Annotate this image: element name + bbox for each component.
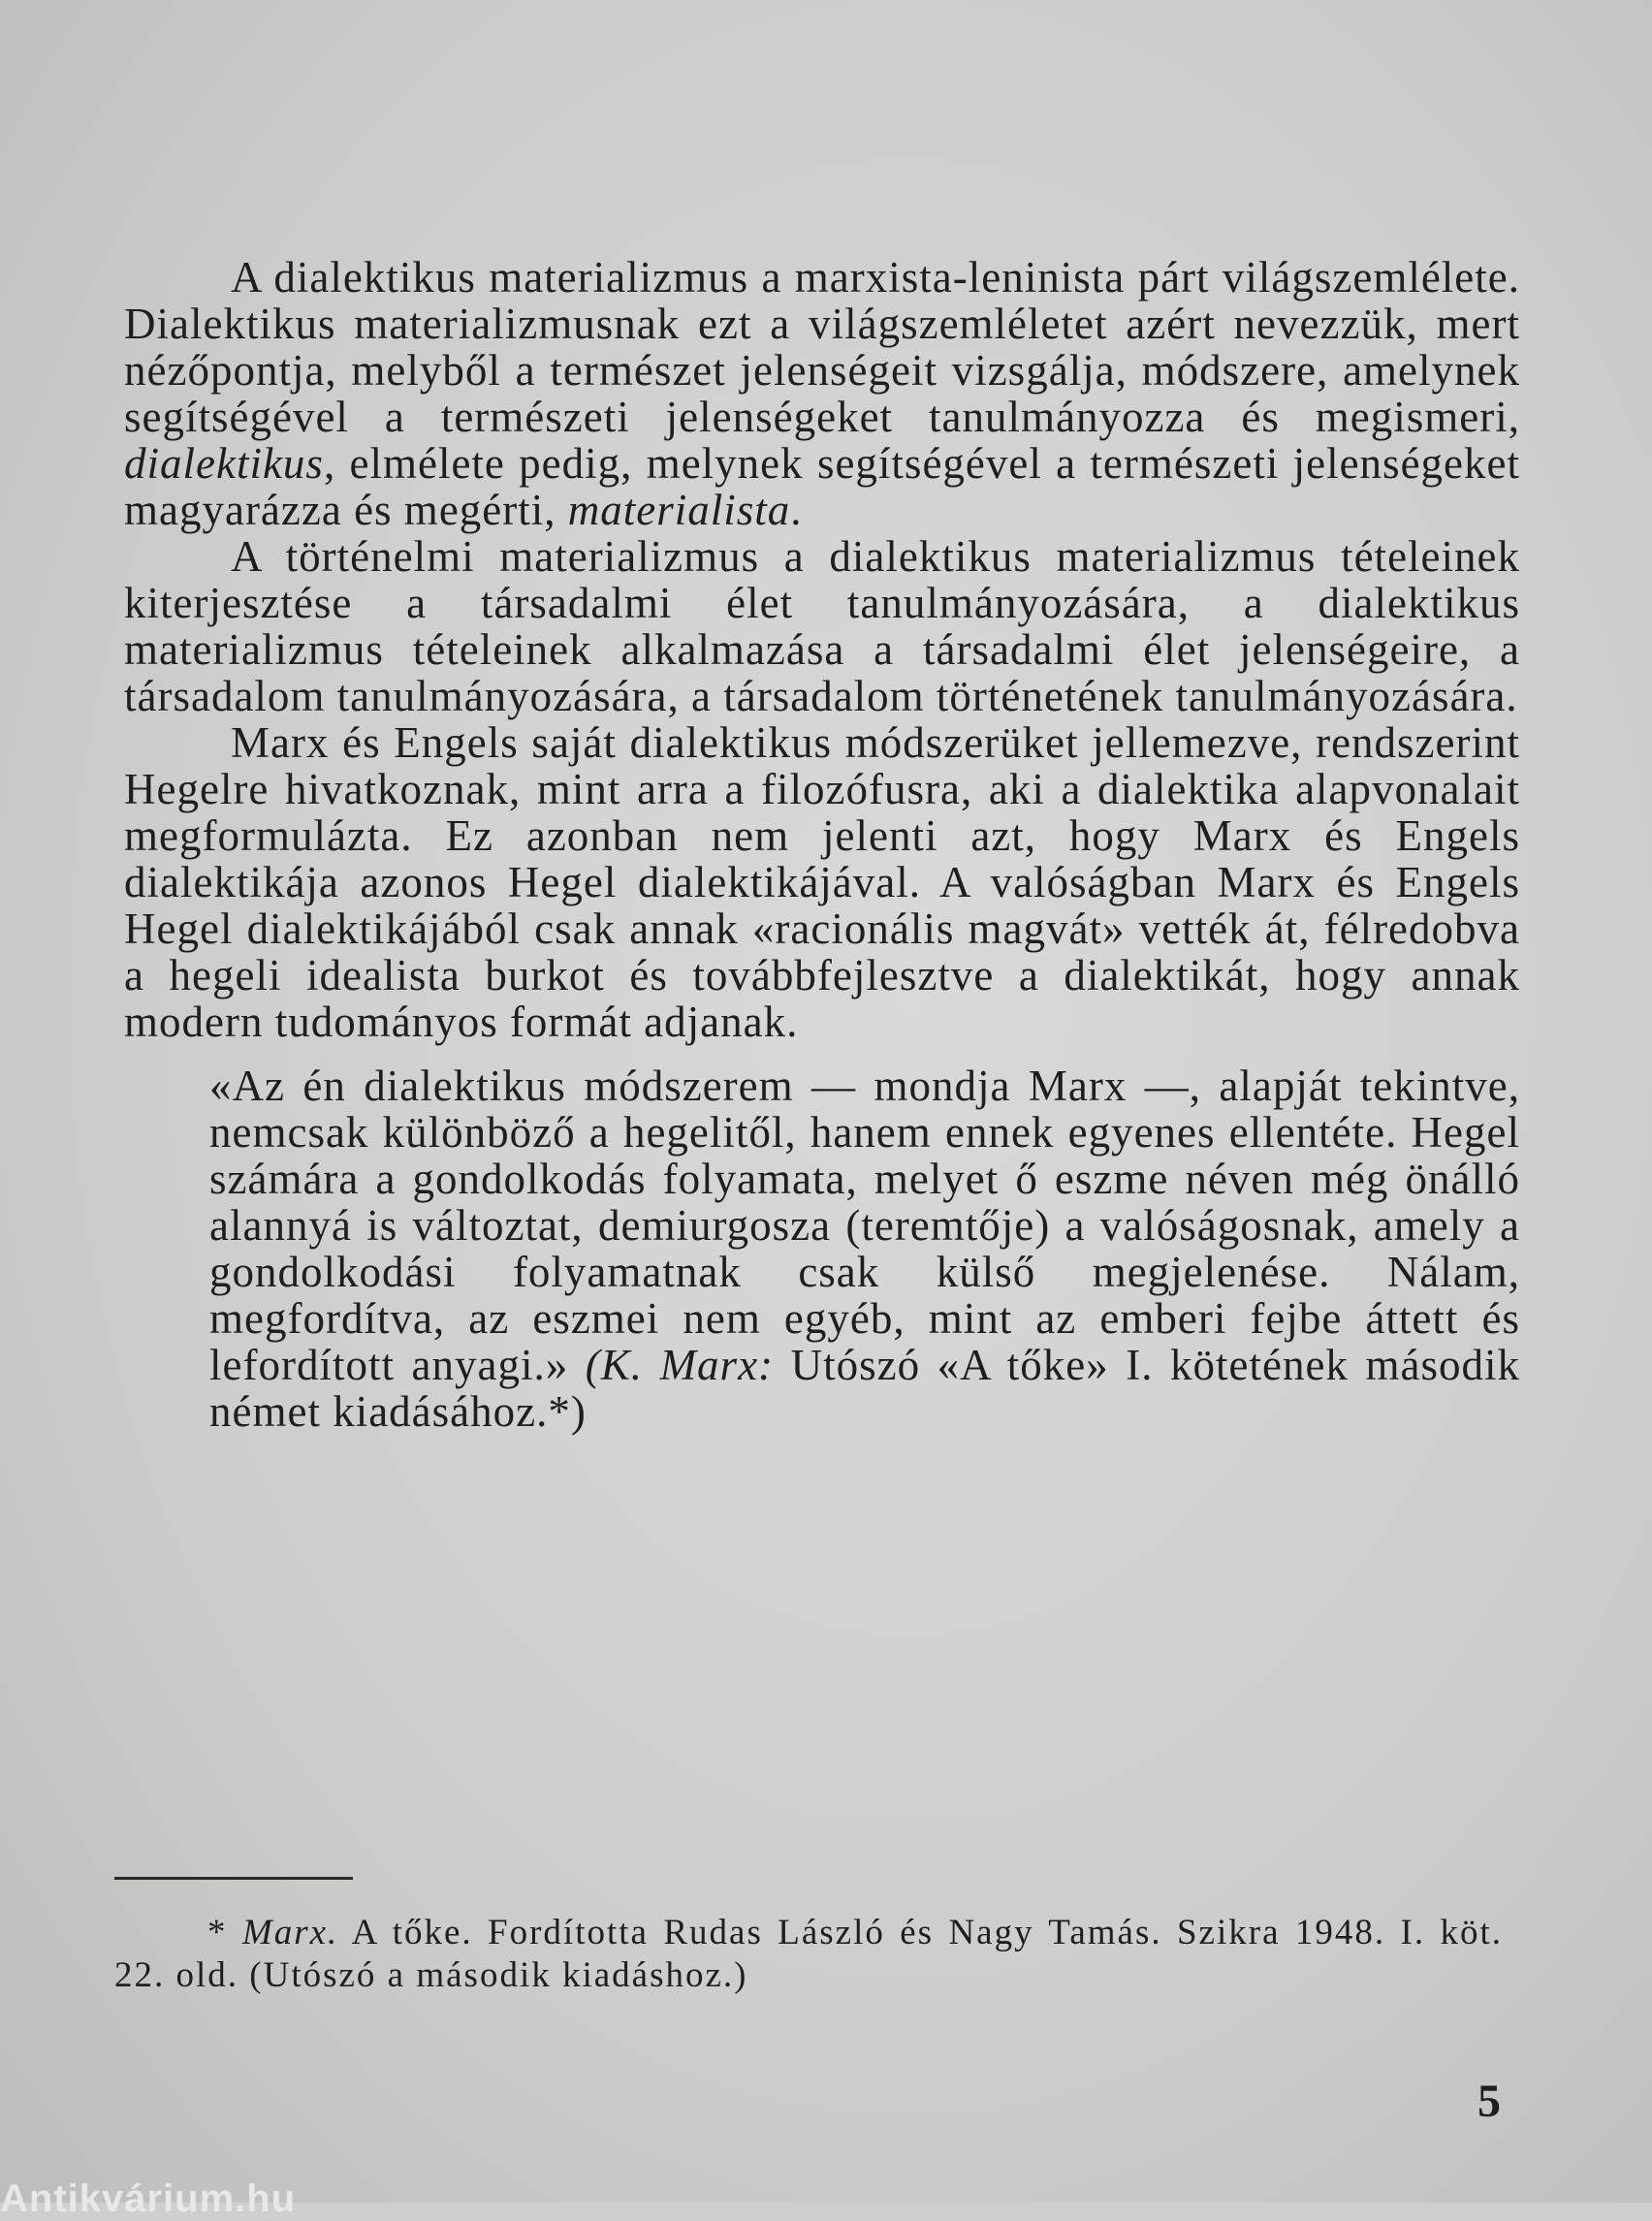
footnote-author: Marx.	[241, 1913, 339, 1952]
quote-text: «Az én dialektikus módszerem — mondja Marx —, alapját tekintve, nemcsak különböző a hegelitől, hanem ennek egyenes ellentéte. Hegel számára a gondolkodás folyamata, melyet ő eszme néven még önálló alannyá is változtat, demiurgosza (teremtője) a valóságosnak, amely a gondolkodási folyamatnak csak külső megjelenése. Nálam, megfordítva, az eszmei nem egyéb, mint az emberi fejbe áttett és lefordított anyagi.»	[209, 1062, 1520, 1389]
page-number: 5	[1477, 2076, 1501, 2127]
marx-quote	[209, 1063, 1520, 1435]
footnote-marker: *	[207, 1913, 242, 1952]
paragraph-3: Marx és Engels saját dialektikus módszerüket jellemezve, rendszerint Hegelre hivatkoznak, mint arra a filozófusra, aki a dialektika alapvonalait megformulázta. Ez azonban nem jelenti azt, hogy Marx és Engels dialektikája azonos Hegel dialektikájával. A valóságban Marx és Engels Hegel dialektikájából csak annak «racionális magvát» vették át, félredobva a hegeli idealista burkot és továbbfejlesztve a dialektikát, hogy annak modern tudományos formát adjanak.	[124, 718, 1520, 1046]
paragraph-1-text-c: .	[790, 486, 803, 534]
watermark: Antikvárium.hu	[0, 2177, 297, 2220]
paragraph-1-text-a: A dialektikus materializmus a marxista-leninista párt világszemlélete. Dialektikus materializmusnak ezt a világszemléletet azért nevezzük, mert nézőpontja, melyből a természet jelenségeit vizsgálja, módszere, amelynek segítségével a természeti jelenségeket tanulmányozza és megismeri,	[124, 253, 1520, 441]
main-text	[124, 254, 1520, 1435]
paragraph-1-text-b: , elmélete pedig, melynek segítségével a természeti jelenségeket magyarázza és megérti,	[124, 439, 1520, 534]
footnote	[114, 1912, 1503, 1997]
quote-citation-rest: Utószó «A tőke» I. kötetének második német kiadásához.*)	[209, 1341, 1520, 1436]
footnote-text: A tőke. Fordította Rudas László és Nagy Tamás. Szikra 1948. I. köt. 22. old. (Utószó a második kiadáshoz.)	[114, 1913, 1503, 1995]
paragraph-1	[124, 254, 1520, 533]
quote-citation: (K. Marx:	[585, 1341, 775, 1389]
paragraph-2: A történelmi materializmus a dialektikus materializmus tételeinek kiterjesztése a társadalmi élet tanulmányozására, a dialektikus materializmus tételeinek alkalmazása a társadalmi élet jelenségeire, a társadalom tanulmányozására, a társadalom történetének tanulmányozására.	[124, 532, 1520, 720]
paragraph-1-italic-a: dialektikus	[124, 439, 324, 488]
footnote-divider	[114, 1877, 353, 1880]
paragraph-1-italic-b: materialista	[567, 486, 791, 534]
